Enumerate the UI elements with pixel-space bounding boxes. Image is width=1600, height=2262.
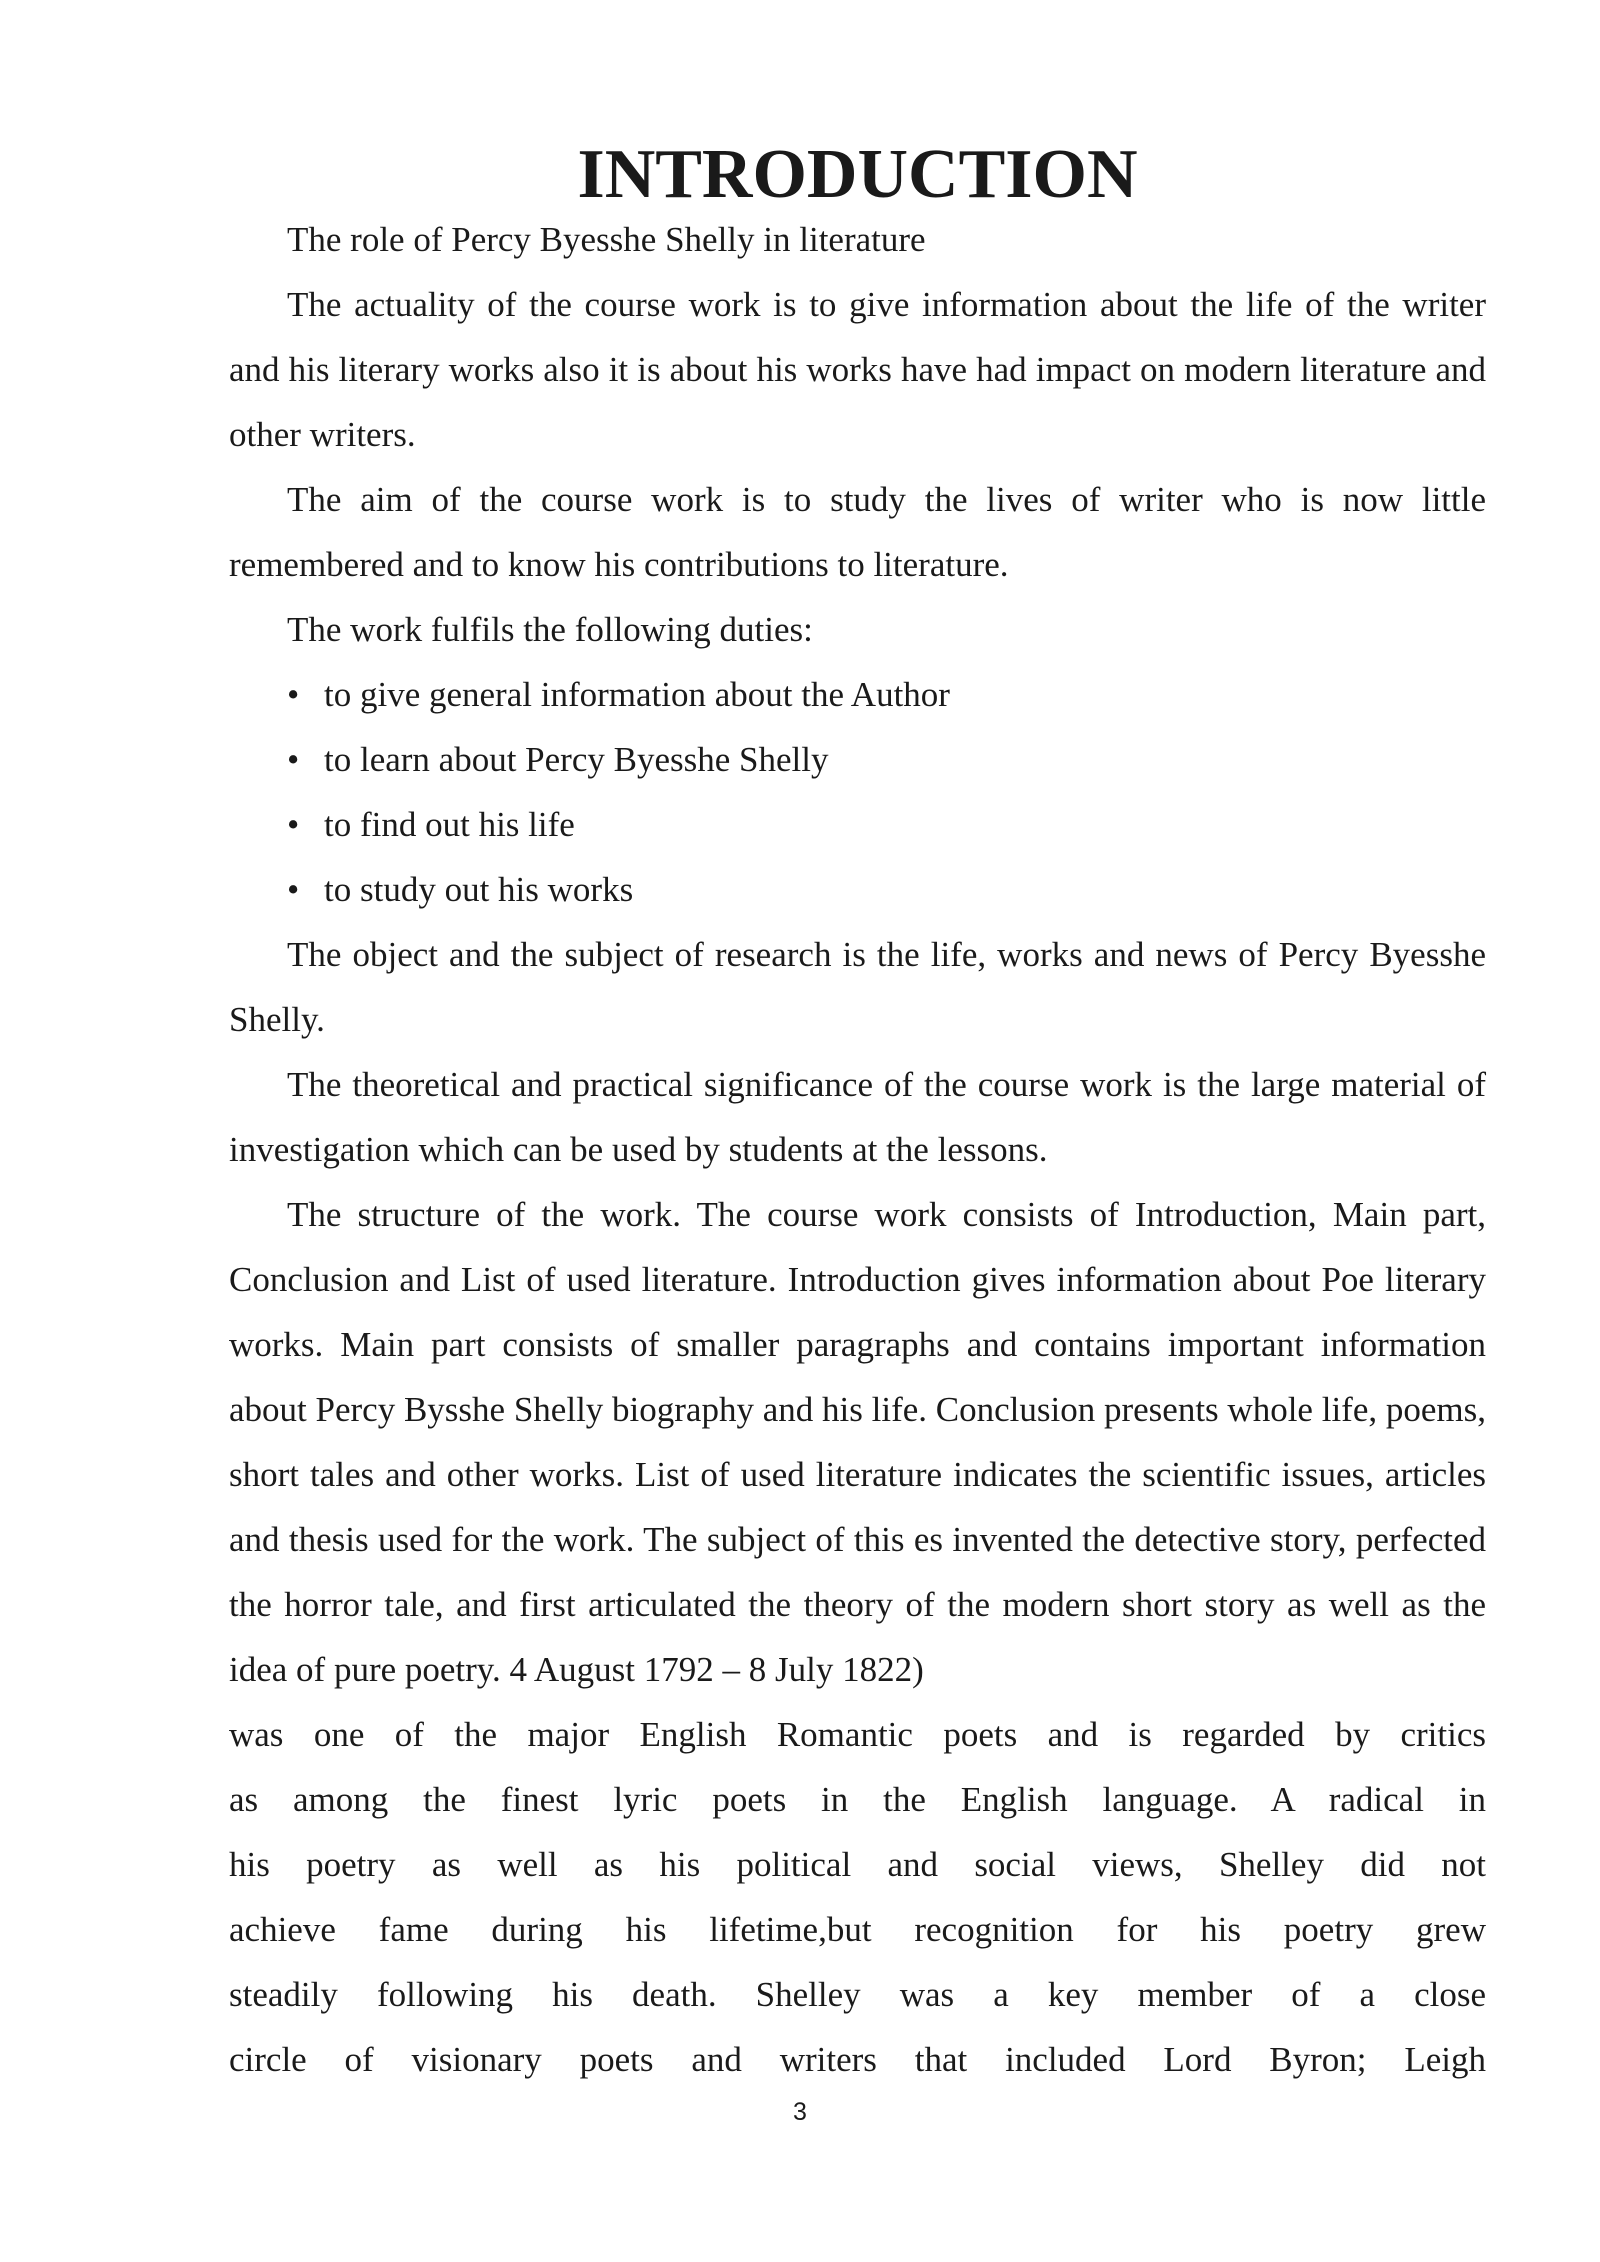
page-content [229, 136, 1486, 2092]
list-item [287, 727, 1486, 792]
paragraph-duties-intro: The work fulfils the following duties: [287, 610, 813, 649]
paragraph-structure: The structure of the work. The course work consists of Introduction, Main part, Conclusion and List of used literature. Introduction gives information about Poe literary works. Main part consists of smaller paragraphs and contains important information about Percy Bysshe Shelly biography and his life. Conclusion presents whole life, poems, short tales and other works. List of used literature indicates the scientific issues, articles and thesis used for the work. The subject of this es invented the detective story, perfected the horror tale, and first articulated the theory of the modern short story as well as the idea of pure poetry. 4 August 1792 – 8 July 1822) [229, 1195, 1486, 1689]
list-item-text: to find out his life [324, 805, 575, 844]
paragraph-line: as among the finest lyric poets in the English language. A radical in [229, 1780, 1486, 1819]
paragraph-line: achieve fame during his lifetime,but recognition for his poetry grew [229, 1910, 1486, 1949]
bullet-icon: • [287, 870, 300, 909]
paragraph-object: The object and the subject of research is the life, works and news of Percy Byesshe Shelly. [229, 935, 1486, 1039]
paragraph-line: steadily following his death. Shelley was a key member of a close [229, 1975, 1486, 2014]
bullet-icon: • [287, 675, 300, 714]
paragraph-line: was one of the major English Romantic poets and is regarded by critics [229, 1715, 1486, 1754]
paragraph-line: circle of visionary poets and writers that included Lord Byron; Leigh [229, 2040, 1486, 2079]
paragraph-actuality: The actuality of the course work is to give information about the life of the writer and his literary works also it is about his works have had impact on modern literature and other writers. [229, 285, 1486, 454]
list-item-text: to study out his works [324, 870, 634, 909]
list-item [287, 792, 1486, 857]
list-item-text: to give general information about the Author [324, 675, 950, 714]
paragraph-aim: The aim of the course work is to study the lives of writer who is now little remembered and to know his contributions to literature. [229, 480, 1486, 584]
list-item-text: to learn about Percy Byesshe Shelly [324, 740, 829, 779]
bullet-icon: • [287, 805, 300, 844]
duties-list [229, 662, 1486, 922]
list-item [287, 857, 1486, 922]
list-item [287, 662, 1486, 727]
paragraph-line: his poetry as well as his political and social views, Shelley did not [229, 1845, 1486, 1884]
paragraph-significance: The theoretical and practical significance of the course work is the large material of investigation which can be used by students at the lessons. [229, 1065, 1486, 1169]
subtitle-line: The role of Percy Byesshe Shelly in literature [287, 220, 926, 259]
page-number: 3 [793, 2098, 807, 2126]
bullet-icon: • [287, 740, 300, 779]
section-heading: INTRODUCTION [577, 136, 1138, 213]
